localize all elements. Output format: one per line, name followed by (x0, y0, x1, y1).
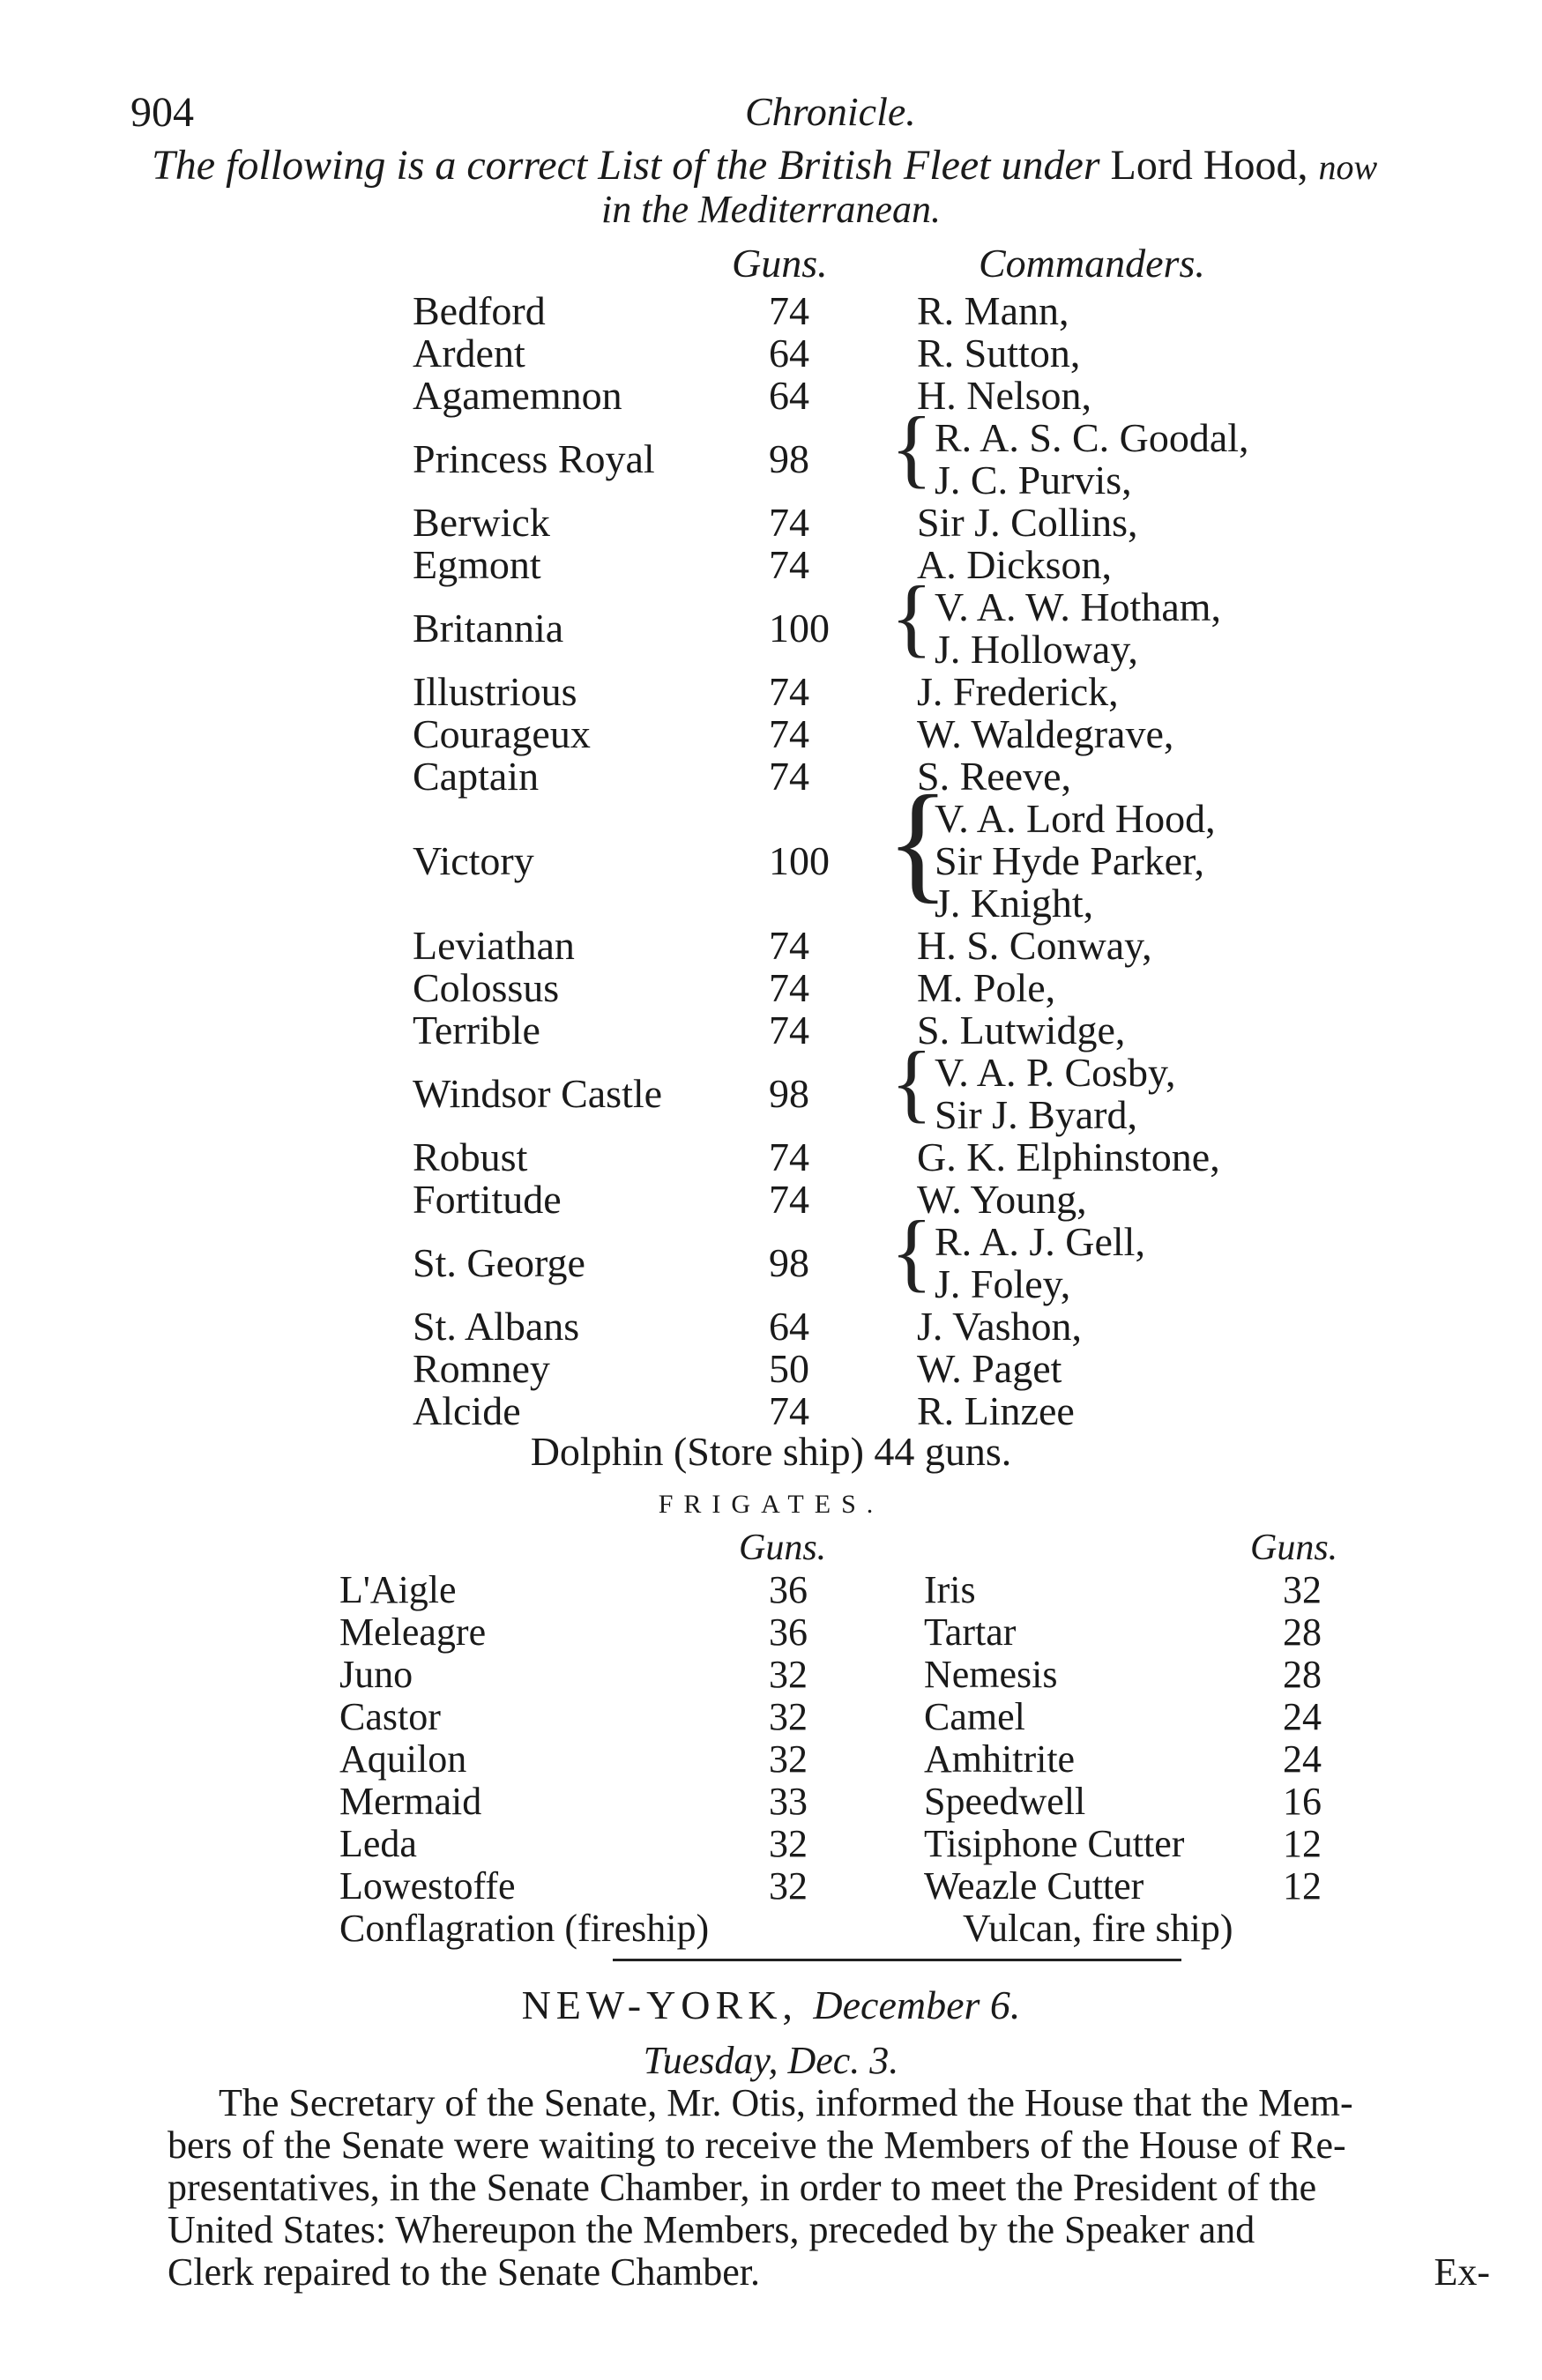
frigate-guns-right: 12 (1283, 1822, 1322, 1865)
ship-commander: S. Reeve, (917, 754, 1072, 799)
ship-row (0, 372, 1542, 418)
ship-commander: R. A. S. C. Goodal, (935, 415, 1249, 460)
ship-guns: 74 (769, 1388, 809, 1433)
ship-name: Windsor Castle (413, 1071, 663, 1116)
ship-guns: 100 (769, 606, 830, 651)
ship-row (0, 922, 1542, 968)
ship-row (0, 1387, 1542, 1433)
ship-row (0, 541, 1542, 587)
ship-row (0, 568, 1542, 672)
frigate-guns-left: 32 (769, 1864, 808, 1908)
ship-name: Egmont (413, 542, 541, 587)
ship-name: Britannia (413, 606, 564, 651)
ship-row (0, 1176, 1542, 1222)
ship-guns: 64 (769, 331, 809, 376)
ship-commander: H. S. Conway, (917, 923, 1152, 968)
ship-guns: 64 (769, 1304, 809, 1349)
frigates-guns-header-left: Guns. (739, 1528, 827, 1568)
frigate-guns-right: 32 (1283, 1568, 1322, 1611)
fireship-right: Vulcan, fire ship) (963, 1907, 1233, 1950)
ship-commander: J. Frederick, (917, 669, 1119, 714)
paragraph-line: The Secretary of the Senate, Mr. Otis, informed the House that the Mem- (219, 2081, 1353, 2124)
ship-guns: 74 (769, 542, 809, 587)
page-number: 904 (130, 89, 194, 136)
ship-name: Robust (413, 1134, 528, 1179)
ship-name: Leviathan (413, 923, 575, 968)
frigate-guns-left: 32 (769, 1695, 808, 1738)
ship-row (0, 668, 1542, 714)
ship-guns: 50 (769, 1346, 809, 1391)
ship-name: Courageux (413, 711, 591, 756)
paragraph-line: Clerk repaired to the Senate Chamber. (168, 2250, 760, 2294)
ship-name: St. Albans (413, 1304, 580, 1349)
title-roman: Lord Hood, (1110, 142, 1308, 189)
ship-commander: J. Holloway, (935, 627, 1138, 672)
paragraph-line: United States: Whereupon the Members, preceded by the Speaker and (168, 2208, 1255, 2251)
frigate-guns-left: 33 (769, 1780, 808, 1823)
ship-commander: Sir J. Byard, (935, 1092, 1137, 1137)
paragraph-line: bers of the Senate were waiting to receive the Members of the House of Re- (168, 2123, 1346, 2167)
ship-commander: J. C. Purvis, (935, 457, 1132, 502)
frigate-name-left: Castor (339, 1695, 441, 1738)
ship-guns: 74 (769, 711, 809, 756)
frigates-heading: FRIGATES. (658, 1490, 884, 1519)
frigate-guns-right: 24 (1283, 1737, 1322, 1781)
brace-glyph: { (890, 1202, 933, 1300)
brace-glyph: { (890, 398, 933, 496)
ship-commander: V. A. W. Hotham, (935, 584, 1222, 629)
list-title-line2: in the Mediterranean. (601, 188, 941, 231)
ship-row (0, 398, 1542, 502)
frigate-name-left: Leda (339, 1822, 417, 1865)
ship-name: Ardent (413, 331, 525, 376)
frigate-guns-right: 28 (1283, 1610, 1322, 1654)
frigate-guns-left: 32 (769, 1822, 808, 1865)
frigate-name-right: Tartar (924, 1610, 1017, 1654)
dateline-date: December 6. (813, 1982, 1021, 2027)
ship-row (0, 330, 1542, 376)
ship-commander: R. Mann, (917, 288, 1069, 333)
ship-commander: Sir Hyde Parker, (935, 838, 1205, 883)
frigate-name-left: Juno (339, 1653, 413, 1696)
ship-commander: V. A. P. Cosby, (935, 1050, 1176, 1095)
ship-row (0, 499, 1542, 545)
frigate-guns-left: 36 (769, 1610, 808, 1654)
ship-name: Alcide (413, 1388, 521, 1433)
dateline (0, 1982, 1542, 2028)
ship-name: Berwick (413, 500, 550, 545)
ship-commander: S. Lutwidge, (917, 1008, 1126, 1052)
ship-guns: 74 (769, 923, 809, 968)
ship-commander: V. A. Lord Hood, (935, 796, 1216, 841)
ship-commander: R. Linzee (917, 1388, 1075, 1433)
ship-row (0, 1345, 1542, 1391)
brace-glyph: { (890, 1033, 933, 1131)
ship-name: Princess Royal (413, 436, 655, 481)
frigate-name-right: Tisiphone Cutter (924, 1822, 1185, 1865)
fireship-left: Conflagration (fireship) (339, 1907, 710, 1950)
frigate-name-right: Amhitrite (924, 1737, 1076, 1781)
ship-row (0, 1033, 1542, 1137)
paragraph-line: presentatives, in the Senate Chamber, in order to meet the President of the (168, 2166, 1317, 2209)
ship-guns: 74 (769, 1134, 809, 1179)
brace-glyph: { (890, 568, 933, 666)
ship-commander: R. Sutton, (917, 331, 1081, 376)
frigate-name-left: Meleagre (339, 1610, 487, 1654)
ship-name: Colossus (413, 965, 560, 1010)
ship-name: Romney (413, 1346, 550, 1391)
ship-name: Illustrious (413, 669, 577, 714)
ship-name: Bedford (413, 288, 546, 333)
section-divider (613, 1959, 1181, 1961)
frigate-name-right: Nemesis (924, 1653, 1058, 1696)
running-head: Chronicle. (745, 89, 916, 134)
brace-glyph: { (886, 769, 950, 915)
ship-commander: W. Paget (917, 1346, 1062, 1391)
frigate-name-right: Weazle Cutter (924, 1864, 1144, 1908)
ship-guns: 74 (769, 669, 809, 714)
ship-commander: R. A. J. Gell, (935, 1219, 1145, 1264)
frigate-name-left: Lowestoffe (339, 1864, 516, 1908)
ship-commander: Sir J. Collins, (917, 500, 1138, 545)
ship-row (0, 1303, 1542, 1349)
news-subhead: Tuesday, Dec. 3. (643, 2039, 899, 2082)
frigates-guns-header-right: Guns. (1250, 1528, 1338, 1568)
ship-commander: G. K. Elphinstone, (917, 1134, 1220, 1179)
column-header-commanders: Commanders. (979, 241, 1205, 286)
frigate-name-left: Aquilon (339, 1737, 467, 1781)
ship-commander: J. Knight, (935, 881, 1094, 926)
ship-name: Terrible (413, 1008, 540, 1052)
frigate-guns-left: 32 (769, 1737, 808, 1781)
frigate-name-right: Iris (924, 1568, 976, 1611)
ship-commander: A. Dickson, (917, 542, 1113, 587)
ship-name: Fortitude (413, 1177, 562, 1222)
store-ship-line: Dolphin (Store ship) 44 guns. (530, 1429, 1012, 1474)
ship-guns: 74 (769, 754, 809, 799)
ship-guns: 98 (769, 1071, 809, 1116)
ship-row (0, 753, 1542, 799)
frigate-guns-right: 28 (1283, 1653, 1322, 1696)
ship-guns: 98 (769, 436, 809, 481)
ship-commander: W. Waldegrave, (917, 711, 1174, 756)
ship-guns: 74 (769, 1008, 809, 1052)
column-header-guns: Guns. (732, 241, 828, 286)
ship-row (0, 1202, 1542, 1306)
frigate-guns-left: 32 (769, 1653, 808, 1696)
ship-guns: 74 (769, 288, 809, 333)
title-small: now (1318, 147, 1378, 187)
frigate-guns-right: 16 (1283, 1780, 1322, 1823)
dateline-place: NEW-YORK, (521, 1982, 798, 2027)
title-italic: The following is a correct List of the British Fleet under (152, 142, 1100, 189)
frigate-name-right: Camel (924, 1695, 1025, 1738)
ship-name: Agamemnon (413, 373, 622, 418)
catchword: Ex- (1434, 2250, 1490, 2294)
ship-name: St. George (413, 1240, 585, 1285)
ship-name: Captain (413, 754, 540, 799)
ship-row (0, 1134, 1542, 1179)
ship-guns: 74 (769, 500, 809, 545)
ship-row (0, 1007, 1542, 1052)
ship-guns: 74 (769, 1177, 809, 1222)
list-title (152, 141, 1377, 190)
ship-commander: J. Foley, (935, 1261, 1071, 1306)
news-paragraph (168, 2082, 1490, 2294)
ship-guns: 100 (769, 838, 830, 883)
ship-guns: 98 (769, 1240, 809, 1285)
ship-guns: 74 (769, 965, 809, 1010)
ship-commander: H. Nelson, (917, 373, 1092, 418)
paragraph-line-last (168, 2251, 1490, 2294)
ship-row (0, 287, 1542, 333)
frigate-guns-right: 12 (1283, 1864, 1322, 1908)
ship-commander: M. Pole, (917, 965, 1056, 1010)
ship-commander: J. Vashon, (917, 1304, 1083, 1349)
frigate-name-left: Mermaid (339, 1780, 482, 1823)
ship-guns: 64 (769, 373, 809, 418)
ship-row (0, 710, 1542, 756)
ship-row (0, 964, 1542, 1010)
frigate-guns-left: 36 (769, 1568, 808, 1611)
ship-name: Victory (413, 838, 534, 883)
frigate-name-left: L'Aigle (339, 1568, 457, 1611)
ship-commander: W. Young, (917, 1177, 1087, 1222)
frigate-name-right: Speedwell (924, 1780, 1086, 1823)
frigate-guns-right: 24 (1283, 1695, 1322, 1738)
